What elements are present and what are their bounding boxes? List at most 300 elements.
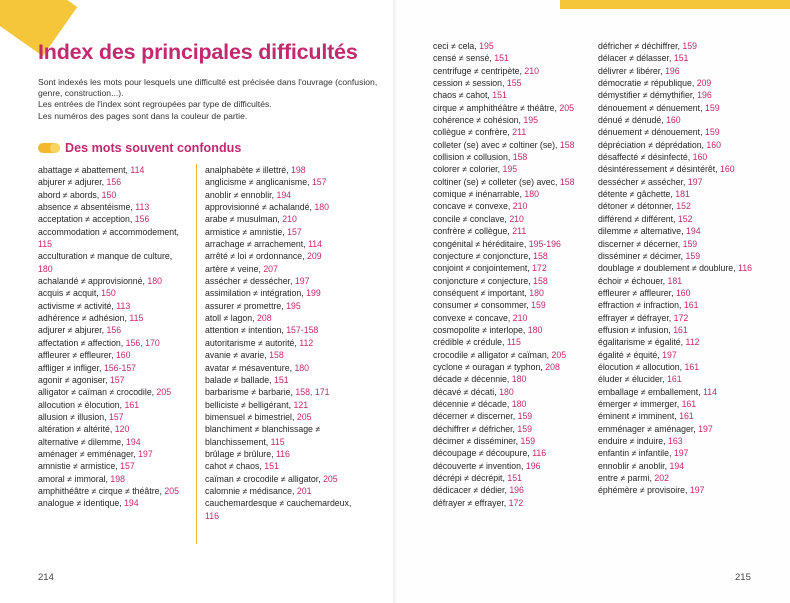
entry-page-ref: 205 xyxy=(164,485,179,496)
entry-term: anglicisme ≠ anglicanisme, xyxy=(205,177,312,188)
entry-term: approvisionné ≠ achalandé, xyxy=(205,202,315,213)
index-entry xyxy=(38,189,186,201)
index-entry xyxy=(598,89,758,101)
entry-term: adjurer ≠ abjurer, xyxy=(38,325,107,336)
entry-page-ref: 205 xyxy=(559,102,574,113)
entry-page-ref: 112 xyxy=(299,337,314,348)
entry-page-ref: 113 xyxy=(116,300,131,311)
entry-term: effrayer ≠ défrayer, xyxy=(598,312,674,323)
entry-page-ref: 195 xyxy=(502,164,518,175)
index-entry xyxy=(598,361,758,373)
index-entry xyxy=(598,398,758,410)
index-entry xyxy=(598,336,758,348)
index-entry xyxy=(38,349,186,361)
entry-term: armistice ≠ amnistie, xyxy=(205,226,288,237)
entry-page-ref: 205 xyxy=(296,411,312,422)
index-entry xyxy=(205,362,363,374)
entry-page-ref: 197 xyxy=(673,448,689,459)
intro-line: Les numéros des pages sont dans la couleur de partie. xyxy=(38,110,248,121)
index-entry xyxy=(433,225,591,237)
entry-page-ref: 120 xyxy=(114,424,130,435)
entry-term: décade ≠ décennie, xyxy=(433,374,512,385)
entry-page-ref: 196 xyxy=(697,90,712,101)
index-entry xyxy=(205,349,363,361)
entry-page-ref: 161 xyxy=(124,399,140,410)
index-entry xyxy=(38,448,186,460)
index-entry xyxy=(38,386,186,398)
entry-term: désaffecté ≠ désinfecté, xyxy=(598,152,693,163)
index-entry xyxy=(205,399,363,411)
entry-page-ref: 205 xyxy=(551,349,567,360)
entry-page-ref: 194 xyxy=(276,189,292,200)
index-entry xyxy=(38,312,186,324)
entry-page-ref: 159 xyxy=(520,436,536,446)
index-entry xyxy=(205,473,363,485)
index-column-3 xyxy=(433,40,591,509)
entry-page-ref: 115 xyxy=(270,436,285,447)
entry-term: avanie ≠ avarie, xyxy=(205,350,270,361)
index-entry xyxy=(598,299,758,311)
entry-page-ref: 156-157 xyxy=(103,362,137,373)
entry-page-ref: 199 xyxy=(306,288,321,299)
index-entry xyxy=(433,312,591,324)
entry-page-ref: 156, 170 xyxy=(125,337,160,348)
entry-page-ref: 198 xyxy=(291,165,306,175)
index-entry xyxy=(38,250,186,275)
book-gutter xyxy=(393,0,397,603)
entry-term: dessécher ≠ assécher, xyxy=(598,176,688,187)
index-entry xyxy=(205,300,363,312)
entry-term: arrachage ≠ arrachement, xyxy=(205,239,309,250)
entry-term: cohérence ≠ cohésion, xyxy=(433,115,524,126)
index-entry xyxy=(598,225,758,237)
entry-page-ref: 172 xyxy=(673,312,689,323)
entry-term: amnistie ≠ armistice, xyxy=(38,461,121,472)
entry-page-ref: 160 xyxy=(706,139,722,150)
index-entry xyxy=(433,151,591,163)
entry-page-ref: 159 xyxy=(682,238,698,249)
index-entry xyxy=(205,497,363,522)
index-entry xyxy=(598,472,758,484)
entry-page-ref: 195 xyxy=(479,41,494,51)
entry-term: affectation ≠ affection, xyxy=(38,337,126,348)
index-entry xyxy=(433,287,591,299)
index-entry xyxy=(205,275,363,287)
entry-term: démystifier ≠ démythifier, xyxy=(598,90,698,101)
entry-page-ref: 205 xyxy=(323,473,338,484)
entry-page-ref: 151 xyxy=(274,374,289,385)
index-entry xyxy=(433,447,591,459)
index-column-1 xyxy=(38,164,186,510)
entry-term: adhérence ≠ adhésion, xyxy=(38,313,130,324)
entry-term: acculturation ≠ manque de culture, xyxy=(38,251,173,262)
index-entry xyxy=(433,472,591,484)
entry-page-ref: 197 xyxy=(662,349,677,360)
entry-term: crédible ≠ crédule, xyxy=(433,337,507,348)
index-entry xyxy=(433,324,591,336)
entry-page-ref: 194 xyxy=(125,436,141,447)
index-entry xyxy=(38,460,186,472)
entry-term: artère ≠ veine, xyxy=(205,263,264,274)
index-entry xyxy=(598,484,758,496)
index-entry xyxy=(38,213,186,225)
entry-page-ref: 196 xyxy=(509,485,524,496)
entry-page-ref: 159 xyxy=(517,411,533,422)
entry-term: comique ≠ inénarrable, xyxy=(433,189,525,200)
entry-page-ref: 210 xyxy=(512,312,528,323)
entry-page-ref: 180 xyxy=(529,287,544,298)
index-entry xyxy=(38,275,186,287)
entry-page-ref: 210 xyxy=(509,213,524,224)
entry-page-ref: 114 xyxy=(308,239,323,250)
entry-term: bimensuel ≠ bimestriel, xyxy=(205,411,297,422)
entry-page-ref: 157 xyxy=(109,374,125,385)
entry-page-ref: 172 xyxy=(508,497,524,508)
entry-page-ref: 180 xyxy=(499,386,514,397)
index-entry xyxy=(38,164,186,176)
entry-page-ref: 121 xyxy=(293,399,309,410)
entry-term: affleurer ≠ effleurer, xyxy=(38,350,116,361)
entry-page-ref: 151 xyxy=(507,473,522,484)
index-entry xyxy=(205,386,363,398)
index-entry xyxy=(598,435,758,447)
entry-term: attention ≠ intention, xyxy=(205,325,287,336)
section-title: Des mots souvent confondus xyxy=(65,141,242,155)
entry-term: amphithéâtre ≠ cirque ≠ théâtre, xyxy=(38,485,165,496)
entry-page-ref: 210 xyxy=(524,65,539,76)
entry-term: analogue ≠ identique, xyxy=(38,498,125,509)
entry-term: colorer ≠ colorier, xyxy=(433,164,503,175)
entry-term: censé ≠ sensé, xyxy=(433,53,495,64)
index-entry xyxy=(433,200,591,212)
page-number-right: 215 xyxy=(735,572,751,583)
index-entry xyxy=(598,447,758,459)
entry-term: cahot ≠ chaos, xyxy=(205,461,265,472)
entry-page-ref: 113 xyxy=(135,202,150,213)
entry-term: accommodation ≠ accommodement, xyxy=(38,226,179,237)
entry-page-ref: 157 xyxy=(311,177,327,188)
entry-term: ennoblir ≠ anoblir, xyxy=(598,460,670,471)
index-entry xyxy=(433,89,591,101)
entry-page-ref: 210 xyxy=(512,201,528,212)
section-heading xyxy=(38,141,241,155)
entry-page-ref: 197 xyxy=(138,448,153,459)
entry-page-ref: 207 xyxy=(263,263,278,274)
entry-term: dédicacer ≠ dédier, xyxy=(433,485,510,496)
page-title: Index des principales difficultés xyxy=(38,40,358,64)
index-entry xyxy=(433,188,591,200)
index-entry xyxy=(205,312,363,324)
entry-page-ref: 209 xyxy=(696,78,712,89)
entry-term: discerner ≠ décerner, xyxy=(598,238,683,249)
index-entry xyxy=(598,114,758,126)
index-entry xyxy=(598,126,758,138)
entry-term: défricher ≠ déchiffrer, xyxy=(598,41,683,51)
entry-term: activisme ≠ activité, xyxy=(38,300,117,311)
entry-term: balade ≠ ballade, xyxy=(205,374,275,385)
entry-page-ref: 161 xyxy=(683,300,699,311)
index-entry xyxy=(38,324,186,336)
entry-term: confrère ≠ collègue, xyxy=(433,226,513,237)
entry-page-ref: 150 xyxy=(101,288,116,299)
index-entry xyxy=(598,312,758,324)
entry-term: dénouement ≠ dénuement, xyxy=(598,102,705,113)
entry-term: avatar ≠ mésaventure, xyxy=(205,362,295,373)
index-column-4 xyxy=(598,40,758,497)
entry-page-ref: 161 xyxy=(681,398,697,409)
entry-page-ref: 180 xyxy=(524,189,539,200)
entry-term: éluder ≠ élucider, xyxy=(598,374,668,385)
entry-term: déchiffrer ≠ défricher, xyxy=(433,423,518,434)
entry-term: alternative ≠ dilemme, xyxy=(38,436,126,447)
entry-term: acceptation ≠ acception, xyxy=(38,214,135,225)
entry-page-ref: 151 xyxy=(492,90,507,101)
index-entry xyxy=(205,448,363,460)
entry-page-ref: 194 xyxy=(669,460,685,471)
entry-term: calomnie ≠ médisance, xyxy=(205,485,297,496)
index-entry xyxy=(433,336,591,348)
index-entry xyxy=(205,250,363,262)
entry-term: concave ≠ convexe, xyxy=(433,201,513,212)
entry-page-ref: 195-196 xyxy=(528,238,561,249)
entry-page-ref: 157 xyxy=(108,411,124,422)
entry-term: différend ≠ différent, xyxy=(598,213,678,224)
entry-page-ref: 158 xyxy=(533,275,548,286)
entry-page-ref: 161 xyxy=(684,361,700,372)
entry-page-ref: 180 xyxy=(147,276,163,287)
entry-page-ref: 115 xyxy=(129,313,144,324)
entry-term: amoral ≠ immoral, xyxy=(38,473,111,484)
index-entry xyxy=(598,188,758,200)
index-entry xyxy=(598,40,758,52)
entry-page-ref: 210 xyxy=(282,214,297,225)
entry-term: entre ≠ parmi, xyxy=(598,473,655,484)
entry-page-ref: 159 xyxy=(704,102,720,113)
entry-page-ref: 152 xyxy=(677,213,693,224)
index-entry xyxy=(433,176,591,188)
index-entry xyxy=(433,484,591,496)
index-entry xyxy=(433,275,591,287)
index-entry xyxy=(433,139,591,151)
index-entry xyxy=(38,485,186,497)
index-entry xyxy=(598,410,758,422)
index-entry xyxy=(38,497,186,509)
entry-page-ref: 161 xyxy=(673,324,688,335)
entry-page-ref: 211 xyxy=(512,127,527,138)
entry-page-ref: 116 xyxy=(205,510,219,521)
entry-page-ref: 160 xyxy=(675,287,691,298)
entry-page-ref: 205 xyxy=(156,387,172,398)
index-entry xyxy=(205,213,363,225)
entry-page-ref: 156 xyxy=(106,325,122,336)
index-entry xyxy=(433,262,591,274)
entry-term: décavé ≠ décati, xyxy=(433,386,500,397)
entry-term: disséminer ≠ décimer, xyxy=(598,250,686,261)
entry-term: dépréciation ≠ déprédation, xyxy=(598,139,707,150)
entry-page-ref: 115 xyxy=(38,239,52,250)
decorative-top-band xyxy=(560,0,790,9)
entry-term: délivrer ≠ libérer, xyxy=(598,65,666,76)
entry-page-ref: 112 xyxy=(685,337,700,348)
index-entry xyxy=(598,151,758,163)
index-entry xyxy=(38,300,186,312)
entry-page-ref: 156 xyxy=(134,214,150,225)
entry-term: crocodile ≠ alligator ≠ caïman, xyxy=(433,349,552,360)
entry-page-ref: 159 xyxy=(685,250,701,261)
index-entry xyxy=(598,423,758,435)
index-entry xyxy=(598,262,758,274)
entry-term: éphémère ≠ provisoire, xyxy=(598,485,690,496)
entry-term: collègue ≠ confrère, xyxy=(433,127,513,138)
entry-term: blanchiment ≠ blanchissage ≠ blanchissement, xyxy=(205,424,321,447)
index-entry xyxy=(38,411,186,423)
page-number-left: 214 xyxy=(38,572,54,583)
index-entry xyxy=(38,201,186,213)
entry-term: coltiner (se) ≠ colleter (se) avec, xyxy=(433,176,560,187)
index-entry xyxy=(598,373,758,385)
index-entry xyxy=(598,65,758,77)
index-entry xyxy=(433,250,591,262)
entry-page-ref: 157 xyxy=(287,226,302,237)
index-entry xyxy=(598,102,758,114)
entry-page-ref: 180 xyxy=(511,398,527,409)
entry-term: effraction ≠ infraction, xyxy=(598,300,684,311)
entry-page-ref: 208 xyxy=(545,361,560,372)
entry-term: convexe ≠ concave, xyxy=(433,312,513,323)
entry-page-ref: 116 xyxy=(275,448,290,459)
index-entry xyxy=(433,299,591,311)
entry-term: allusion ≠ illusion, xyxy=(38,411,109,422)
entry-page-ref: 197 xyxy=(294,276,310,287)
index-entry xyxy=(38,374,186,386)
entry-page-ref: 160 xyxy=(115,350,131,361)
index-entry xyxy=(433,410,591,422)
entry-term: effusion ≠ infusion, xyxy=(598,324,674,335)
index-entry xyxy=(205,485,363,497)
entry-page-ref: 151 xyxy=(673,53,689,64)
entry-term: détente ≠ gâchette, xyxy=(598,189,676,200)
index-entry xyxy=(598,52,758,64)
entry-page-ref: 155 xyxy=(506,78,522,89)
index-entry xyxy=(598,275,758,287)
entry-page-ref: 202 xyxy=(654,473,669,484)
entry-term: cosmopolite ≠ interlope, xyxy=(433,324,528,335)
index-entry xyxy=(205,238,363,250)
entry-page-ref: 180 xyxy=(38,263,53,274)
entry-term: altération ≠ altérité, xyxy=(38,424,115,435)
entry-term: conséquent ≠ important, xyxy=(433,287,530,298)
entry-page-ref: 197 xyxy=(698,423,713,434)
index-entry xyxy=(38,337,186,349)
index-entry xyxy=(205,411,363,423)
entry-page-ref: 195 xyxy=(523,115,539,126)
entry-page-ref: 158 xyxy=(269,350,284,361)
entry-term: conjoncture ≠ conjecture, xyxy=(433,275,534,286)
entry-term: arrêté ≠ loi ≠ ordonnance, xyxy=(205,251,308,262)
entry-page-ref: 158 xyxy=(559,176,575,187)
entry-page-ref: 172 xyxy=(532,263,547,274)
entry-page-ref: 158 xyxy=(512,152,528,163)
entry-term: chaos ≠ cahot, xyxy=(433,90,493,101)
entry-page-ref: 157-158 xyxy=(286,325,319,336)
entry-page-ref: 198 xyxy=(110,473,125,484)
entry-term: abord ≠ abords, xyxy=(38,189,102,200)
entry-term: emballage ≠ emballement, xyxy=(598,386,703,397)
index-entry xyxy=(433,40,591,52)
index-entry xyxy=(598,139,758,151)
entry-term: cirque ≠ amphithéâtre ≠ théâtre, xyxy=(433,102,560,113)
entry-term: assurer ≠ promettre, xyxy=(205,300,287,311)
index-entry xyxy=(433,77,591,89)
entry-page-ref: 211 xyxy=(512,226,527,237)
index-entry xyxy=(205,423,363,448)
entry-term: décennie ≠ décade, xyxy=(433,398,512,409)
entry-term: effleurer ≠ affleurer, xyxy=(598,287,676,298)
index-entry xyxy=(433,126,591,138)
entry-term: barbarisme ≠ barbarie, xyxy=(205,387,296,398)
entry-term: cyclone ≠ ouragan ≠ typhon, xyxy=(433,361,546,372)
entry-term: découverte ≠ invention, xyxy=(433,460,526,471)
entry-page-ref: 114 xyxy=(703,386,717,397)
entry-term: consumer ≠ consommer, xyxy=(433,300,532,311)
index-entry xyxy=(38,176,186,188)
entry-term: conjecture ≠ conjoncture, xyxy=(433,250,534,261)
entry-term: alligator ≠ caïman ≠ crocodile, xyxy=(38,387,157,398)
entry-term: autoritarisme ≠ autorité, xyxy=(205,337,300,348)
entry-term: absence ≠ absentéisme, xyxy=(38,202,136,213)
entry-term: aménager ≠ emménager, xyxy=(38,448,139,459)
index-entry xyxy=(598,163,758,175)
entry-page-ref: 151 xyxy=(494,53,509,64)
entry-term: atoll ≠ lagon, xyxy=(205,313,257,324)
entry-term: centrifuge ≠ centripète, xyxy=(433,65,525,76)
index-entry xyxy=(433,373,591,385)
index-entry xyxy=(205,337,363,349)
index-entry xyxy=(433,65,591,77)
entry-page-ref: 196 xyxy=(665,65,680,76)
index-entry xyxy=(433,349,591,361)
entry-term: arabe ≠ musulman, xyxy=(205,214,283,225)
entry-page-ref: 114 xyxy=(130,165,145,175)
index-entry xyxy=(598,238,758,250)
index-entry xyxy=(38,399,186,411)
entry-term: abjurer ≠ adjurer, xyxy=(38,177,107,188)
section-pill-icon xyxy=(38,143,60,153)
index-entry xyxy=(205,189,363,201)
entry-term: détoner ≠ détonner, xyxy=(598,201,677,212)
index-column-2 xyxy=(205,164,363,522)
entry-page-ref: 201 xyxy=(296,485,312,496)
entry-page-ref: 180 xyxy=(314,202,330,213)
index-entry xyxy=(433,398,591,410)
index-entry xyxy=(433,460,591,472)
entry-term: dilemme ≠ alternative, xyxy=(598,226,686,237)
entry-term: assécher ≠ dessécher, xyxy=(205,276,295,287)
entry-page-ref: 158 xyxy=(559,139,575,150)
entry-term: caïman ≠ crocodile ≠ alligator, xyxy=(205,473,324,484)
index-entry xyxy=(205,460,363,472)
entry-page-ref: 151 xyxy=(264,461,279,472)
entry-page-ref: 195 xyxy=(286,300,301,311)
entry-page-ref: 180 xyxy=(511,374,527,385)
entry-page-ref: 159 xyxy=(517,423,533,434)
intro-line: Sont indexés les mots pour lesquels une difficulté est précisée dans l'ouvrage (confusion, genre, construction...). xyxy=(38,77,378,99)
entry-term: acquis ≠ acquit, xyxy=(38,288,102,299)
entry-page-ref: 209 xyxy=(307,251,322,262)
index-entry xyxy=(598,250,758,262)
entry-term: doublage ≠ doublement ≠ doublure, xyxy=(598,263,738,274)
index-entry xyxy=(38,362,186,374)
